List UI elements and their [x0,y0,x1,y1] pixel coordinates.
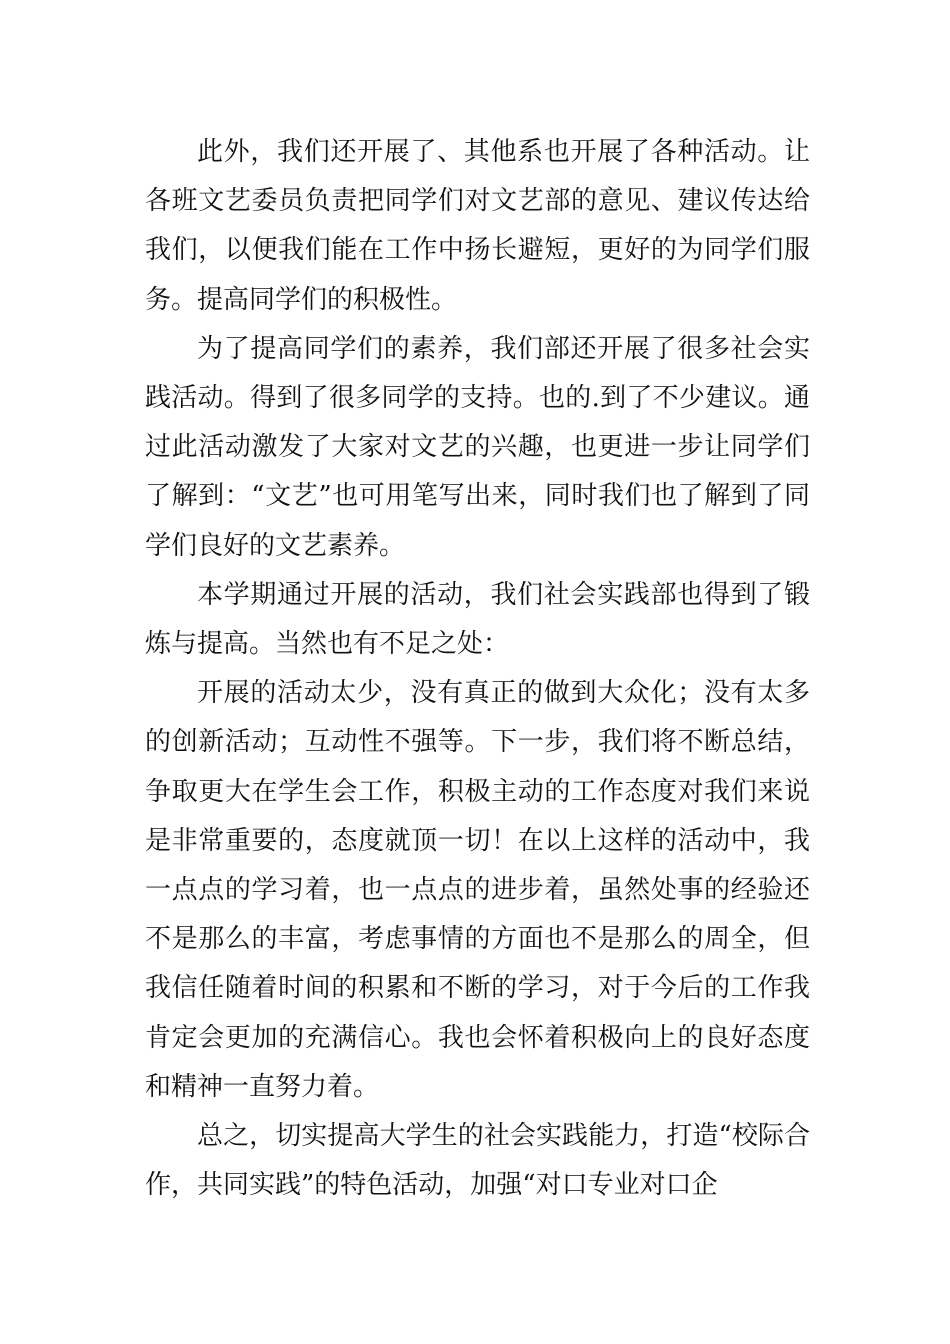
document-body [145,128,810,1210]
paragraph-3: 本学期通过开展的活动，我们社会实践部也得到了锻炼与提高。当然也有不足之处： [145,579,810,660]
paragraph-2: 为了提高同学们的素养，我们部还开展了很多社会实践活动。得到了很多同学的支持。也的.到了不少建议。通过此活动激发了大家对文艺的兴趣，也更进一步让同学们了解到：“文艺”也可用笔写出来，同时我们也了解到了同学们良好的文艺素养。 [145,333,810,561]
paragraph-4: 开展的活动太少，没有真正的做到大众化；没有太多的创新活动；互动性不强等。下一步，我们将不断总结，争取更大在学生会工作，积极主动的工作态度对我们来说是非常重要的，态度就顶一切！在以上这样的活动中，我一点点的学习着，也一点点的进步着，虽然处事的经验还不是那么的丰富，考虑事情的方面也不是那么的周全，但我信任随着时间的积累和不断的学习，对于今后的工作我肯定会更加的充满信心。我也会怀着积极向上的良好态度和精神一直努力着。 [145,678,810,1102]
paragraph-1: 此外，我们还开展了、其他系也开展了各种活动。让各班文艺委员负责把同学们对文艺部的意见、建议传达给我们，以便我们能在工作中扬长避短，更好的为同学们服务。提高同学们的积极性。 [145,137,810,315]
paragraph-5: 总之，切实提高大学生的社会实践能力，打造“校际合作，共同实践”的特色活动，加强“对口专业对口企 [145,1121,810,1201]
